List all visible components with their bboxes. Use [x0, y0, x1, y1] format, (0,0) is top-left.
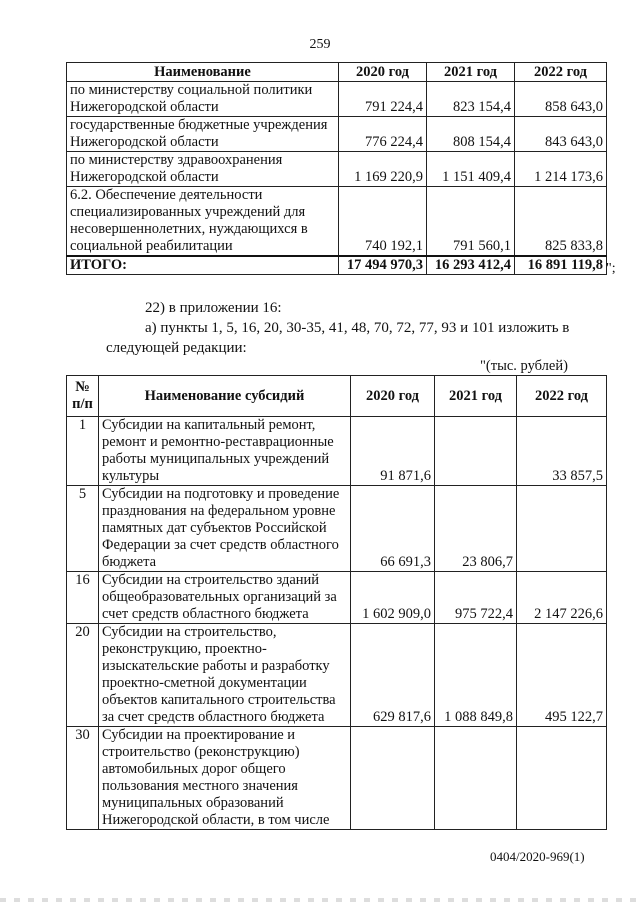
- row-number: 5: [67, 486, 99, 572]
- column-header: 2022 год: [515, 63, 607, 82]
- column-header: 2021 год: [427, 63, 515, 82]
- table-row: [67, 152, 607, 187]
- value-2021: 23 806,7: [435, 486, 517, 572]
- row-number: 1: [67, 417, 99, 486]
- value-2021: 823 154,4: [427, 82, 515, 117]
- value-2022: [517, 486, 607, 572]
- value-2020: 91 871,6: [351, 417, 435, 486]
- value-2022: 495 122,7: [517, 624, 607, 727]
- value-2020: 740 192,1: [339, 187, 427, 257]
- paragraph-subitem-a: а) пункты 1, 5, 16, 20, 30-35, 41, 48, 70, 72, 77, 93 и 101 изложить в: [145, 320, 570, 336]
- column-header: № п/п: [67, 376, 99, 417]
- value-2021: 1 151 409,4: [427, 152, 515, 187]
- value-2020: 776 224,4: [339, 117, 427, 152]
- value-2022: 858 643,0: [515, 82, 607, 117]
- row-name: государственные бюджетные учреждения Нижегородской области: [67, 117, 339, 152]
- column-header: Наименование субсидий: [99, 376, 351, 417]
- value-2020: 1 602 909,0: [351, 572, 435, 624]
- column-header: Наименование: [67, 63, 339, 82]
- value-2021: [435, 727, 517, 830]
- total-2020: 17 494 970,3: [339, 256, 427, 275]
- column-header: 2020 год: [351, 376, 435, 417]
- row-name: 6.2. Обеспечение деятельности специализированных учреждений для несовершеннолетних, нуждающихся в социальной реабилитации: [67, 187, 339, 257]
- page-number: 259: [309, 37, 331, 52]
- value-2020: 629 817,6: [351, 624, 435, 727]
- row-name: Субсидии на подготовку и проведение празднования на федеральном уровне памятных дат субъектов Российской Федерации за счет средств областного бюджета: [99, 486, 351, 572]
- column-header: 2022 год: [517, 376, 607, 417]
- row-name: по министерству здравоохранения Нижегородской области: [67, 152, 339, 187]
- value-2022: [517, 727, 607, 830]
- column-header: 2021 год: [435, 376, 517, 417]
- value-2022: 1 214 173,6: [515, 152, 607, 187]
- table-header-row: [67, 63, 607, 82]
- value-2020: [351, 727, 435, 830]
- paragraph-item-22: 22) в приложении 16:: [145, 300, 282, 316]
- row-name: по министерству социальной политики Нижегородской области: [67, 82, 339, 117]
- row-name: Субсидии на строительство зданий общеобразовательных организаций за счет средств областного бюджета: [99, 572, 351, 624]
- row-name: Субсидии на проектирование и строительство (реконструкцию) автомобильных дорог общего пользования местного значения муниципальных образований Нижегородской области, в том числе: [99, 727, 351, 830]
- table-row: [67, 82, 607, 117]
- table-row: [67, 187, 607, 257]
- value-2020: 1 169 220,9: [339, 152, 427, 187]
- row-number: 20: [67, 624, 99, 727]
- row-number: 16: [67, 572, 99, 624]
- value-2022: 2 147 226,6: [517, 572, 607, 624]
- total-2021: 16 293 412,4: [427, 256, 515, 275]
- row-name: Субсидии на капитальный ремонт, ремонт и ремонтно-реставрационные работы муниципальных учреждений культуры: [99, 417, 351, 486]
- value-2020: 791 224,4: [339, 82, 427, 117]
- value-2021: 975 722,4: [435, 572, 517, 624]
- total-label: ИТОГО:: [67, 256, 339, 275]
- table-row: [67, 624, 607, 727]
- subsidies-table: [66, 375, 607, 830]
- value-2021: [435, 417, 517, 486]
- column-header: 2020 год: [339, 63, 427, 82]
- value-2021: 1 088 849,8: [435, 624, 517, 727]
- document-code: 0404/2020-969(1): [490, 849, 585, 864]
- paragraph-continuation: следующей редакции:: [106, 340, 247, 356]
- value-2020: 66 691,3: [351, 486, 435, 572]
- value-2022: 843 643,0: [515, 117, 607, 152]
- row-number: 30: [67, 727, 99, 830]
- total-2022: 16 891 119,8: [515, 256, 607, 275]
- table-row: [67, 417, 607, 486]
- budget-table-top: [66, 62, 607, 275]
- total-row: [67, 256, 607, 275]
- scan-artifact: [0, 898, 640, 902]
- table-header-row: [67, 376, 607, 417]
- table-row: [67, 486, 607, 572]
- value-2021: 808 154,4: [427, 117, 515, 152]
- value-2022: 33 857,5: [517, 417, 607, 486]
- value-2021: 791 560,1: [427, 187, 515, 257]
- closing-quote: ";: [606, 261, 616, 276]
- units-label: "(тыс. рублей): [480, 358, 568, 374]
- table-row: [67, 572, 607, 624]
- table-row: [67, 117, 607, 152]
- value-2022: 825 833,8: [515, 187, 607, 257]
- row-name: Субсидии на строительство, реконструкцию, проектно-изыскательские работы и разработку проектно-сметной документации объектов капитального строительства за счет средств областного бюджета: [99, 624, 351, 727]
- table-row: [67, 727, 607, 830]
